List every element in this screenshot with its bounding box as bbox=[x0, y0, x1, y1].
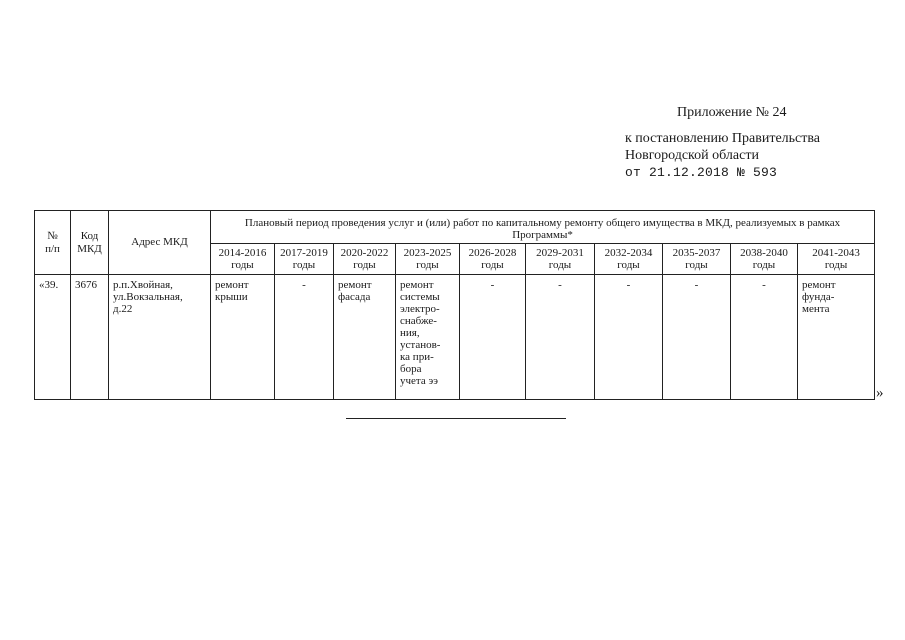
period-unit: годы bbox=[548, 259, 572, 271]
row-work-cell: ремонт системы электро- снабже- ния, установ- ка при- бора учета ээ bbox=[396, 275, 460, 400]
header-period bbox=[460, 244, 526, 275]
region-line: Новгородской области bbox=[625, 148, 759, 163]
row-work-cell: - bbox=[663, 275, 731, 400]
row-number: «39. bbox=[35, 275, 71, 400]
table-body bbox=[35, 275, 875, 400]
period-unit: годы bbox=[481, 259, 504, 271]
period-unit: годы bbox=[685, 259, 708, 271]
row-work-cell: - bbox=[460, 275, 526, 400]
period-range: 2014-2016 bbox=[218, 247, 267, 259]
row-work-cell: - bbox=[526, 275, 595, 400]
period-unit: годы bbox=[416, 259, 439, 271]
period-unit: годы bbox=[292, 259, 316, 271]
header-number: № п/п bbox=[35, 211, 71, 275]
period-range: 2038-2040 bbox=[740, 247, 788, 259]
header-period bbox=[798, 244, 875, 275]
row-address: р.п.Хвойная, ул.Вокзальная, д.22 bbox=[109, 275, 211, 400]
header-code: Код МКД bbox=[71, 211, 109, 275]
period-range: 2041-2043 bbox=[812, 247, 860, 259]
period-unit: годы bbox=[752, 259, 776, 271]
header-period bbox=[731, 244, 798, 275]
row-work-cell: ремонт фасада bbox=[334, 275, 396, 400]
period-unit: годы bbox=[824, 259, 848, 271]
row-work-cell: ремонт крыши bbox=[211, 275, 275, 400]
header-period bbox=[211, 244, 275, 275]
row-code: 3676 bbox=[71, 275, 109, 400]
header-period bbox=[595, 244, 663, 275]
header-planned-period: Плановый период проведения услуг и (или) работ по капитальному ремонту общего имущества в МКД, реализуемых в рамках Программы* bbox=[211, 211, 875, 244]
appendix-title: Приложение № 24 bbox=[677, 105, 787, 120]
table-header bbox=[35, 211, 875, 275]
period-range: 2032-2034 bbox=[604, 247, 653, 259]
period-unit: годы bbox=[353, 259, 376, 271]
table-row bbox=[35, 275, 875, 400]
header-address: Адрес МКД bbox=[109, 211, 211, 275]
header-row-top bbox=[35, 211, 875, 244]
row-work-cell: - bbox=[731, 275, 798, 400]
period-range: 2035-2037 bbox=[672, 247, 721, 259]
row-work-cell: - bbox=[275, 275, 334, 400]
period-range: 2020-2022 bbox=[340, 247, 389, 259]
header-period bbox=[663, 244, 731, 275]
period-range: 2023-2025 bbox=[403, 247, 452, 259]
header-period bbox=[396, 244, 460, 275]
period-range: 2026-2028 bbox=[468, 247, 517, 259]
date-number-line: от 21.12.2018 № 593 bbox=[625, 165, 778, 180]
row-work-cell: - bbox=[595, 275, 663, 400]
footer-rule bbox=[346, 418, 566, 419]
period-unit: годы bbox=[231, 259, 254, 271]
period-unit: годы bbox=[617, 259, 640, 271]
resolution-line: к постановлению Правительства bbox=[625, 131, 821, 146]
closing-quote: » bbox=[876, 385, 884, 401]
header-period bbox=[526, 244, 595, 275]
repair-schedule-table bbox=[34, 210, 875, 400]
header-period bbox=[275, 244, 334, 275]
document-header bbox=[625, 104, 895, 181]
period-range: 2017-2019 bbox=[280, 247, 328, 259]
row-work-cell: ремонт фунда- мента bbox=[798, 275, 875, 400]
header-period bbox=[334, 244, 396, 275]
period-range: 2029-2031 bbox=[536, 247, 584, 259]
